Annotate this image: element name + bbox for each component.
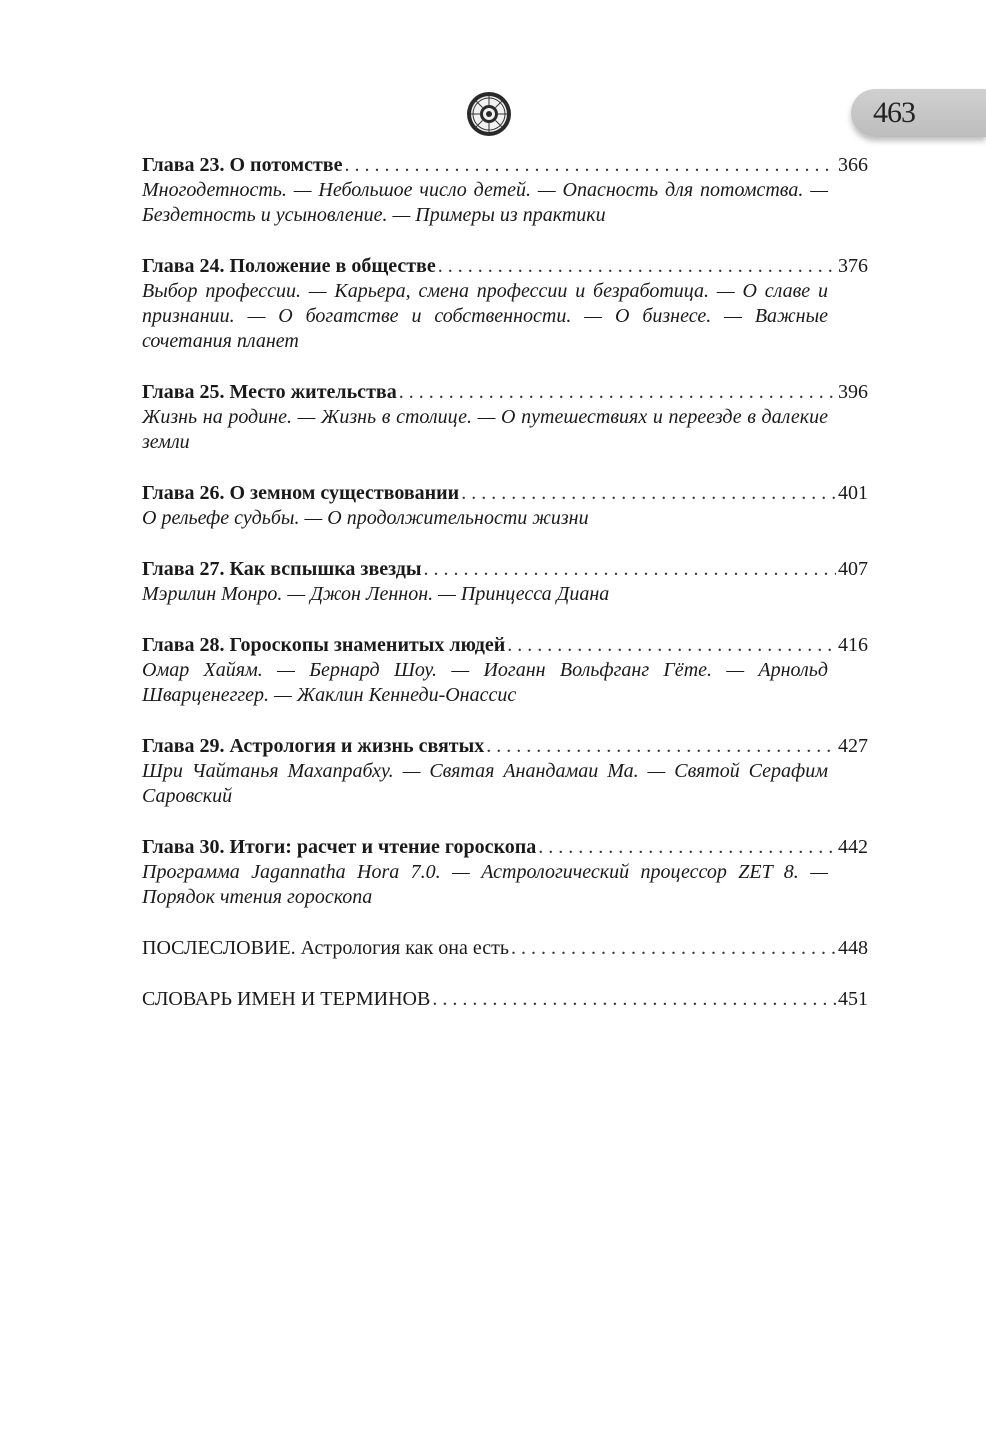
chapter-description: Мэрилин Монро. — Джон Леннон. — Принцесса Диана <box>142 583 610 605</box>
section-title: ПОСЛЕСЛОВИЕ. Астрология как она есть <box>142 937 509 959</box>
page-number: 463 <box>873 96 915 129</box>
dot-leader <box>511 936 836 961</box>
section-title: СЛОВАРЬ ИМЕН И ТЕРМИНОВ <box>142 988 431 1010</box>
dot-leader <box>507 633 836 658</box>
toc-entry <box>142 254 868 354</box>
toc-entry <box>142 633 868 708</box>
chapter-title: Глава 24. Положение в обществе <box>142 255 436 277</box>
chapter-page: 376 <box>838 255 868 277</box>
chapter-page: 401 <box>838 482 868 504</box>
toc-entry-afterword <box>142 936 868 961</box>
dot-leader <box>432 987 836 1012</box>
toc-entry <box>142 557 868 607</box>
zodiac-wheel-icon <box>466 91 512 137</box>
dot-leader <box>424 557 836 582</box>
chapter-title: Глава 30. Итоги: расчет и чтение гороскопа <box>142 836 537 858</box>
chapter-page: 407 <box>838 558 868 580</box>
chapter-page: 366 <box>838 154 868 176</box>
section-page: 451 <box>838 988 868 1010</box>
dot-leader <box>538 835 836 860</box>
toc-entry <box>142 153 868 228</box>
table-of-contents <box>142 153 868 1038</box>
chapter-title: Глава 25. Место жительства <box>142 381 397 403</box>
chapter-page: 442 <box>838 836 868 858</box>
toc-entry <box>142 835 868 910</box>
chapter-title: Глава 23. О потомстве <box>142 154 343 176</box>
chapter-page: 396 <box>838 381 868 403</box>
page-number-tab <box>851 89 986 137</box>
dot-leader <box>345 153 837 178</box>
chapter-description: Жизнь на родине. — Жизнь в столице. — О путешествиях и переезде в далекие земли <box>142 406 828 453</box>
dot-leader <box>486 734 836 759</box>
chapter-title: Глава 27. Как вспышка звезды <box>142 558 422 580</box>
toc-entry <box>142 380 868 455</box>
section-page: 448 <box>838 937 868 959</box>
chapter-description: Омар Хайям. — Бернард Шоу. — Иоганн Вольфганг Гёте. — Арнольд Шварценеггер. — Жаклин Кеннеди-Онассис <box>142 659 828 706</box>
chapter-description: Шри Чайтанья Махапрабху. — Святая Анандамаи Ма. — Святой Серафим Саровский <box>142 760 828 807</box>
dot-leader <box>399 380 836 405</box>
chapter-title: Глава 28. Гороскопы знаменитых людей <box>142 634 506 656</box>
chapter-description: О рельефе судьбы. — О продолжительности жизни <box>142 507 589 529</box>
toc-entry <box>142 734 868 809</box>
chapter-title: Глава 26. О земном существовании <box>142 482 460 504</box>
toc-entry <box>142 481 868 531</box>
chapter-page: 416 <box>838 634 868 656</box>
chapter-title: Глава 29. Астрология и жизнь святых <box>142 735 485 757</box>
dot-leader <box>461 481 836 506</box>
chapter-description: Программа Jagannatha Hora 7.0. — Астрологический процессор ZET 8. — Порядок чтения гороскопа <box>142 861 828 908</box>
toc-entry-glossary <box>142 987 868 1012</box>
chapter-page: 427 <box>838 735 868 757</box>
chapter-description: Многодетность. — Небольшое число детей. — Опасность для потомства. — Бездетность и усыновление. — Примеры из практики <box>142 179 828 226</box>
chapter-description: Выбор профессии. — Карьера, смена профессии и безработица. — О славе и признании. — О богатстве и собственности. — О бизнесе. — Важные сочетания планет <box>142 280 828 352</box>
dot-leader <box>438 254 836 279</box>
